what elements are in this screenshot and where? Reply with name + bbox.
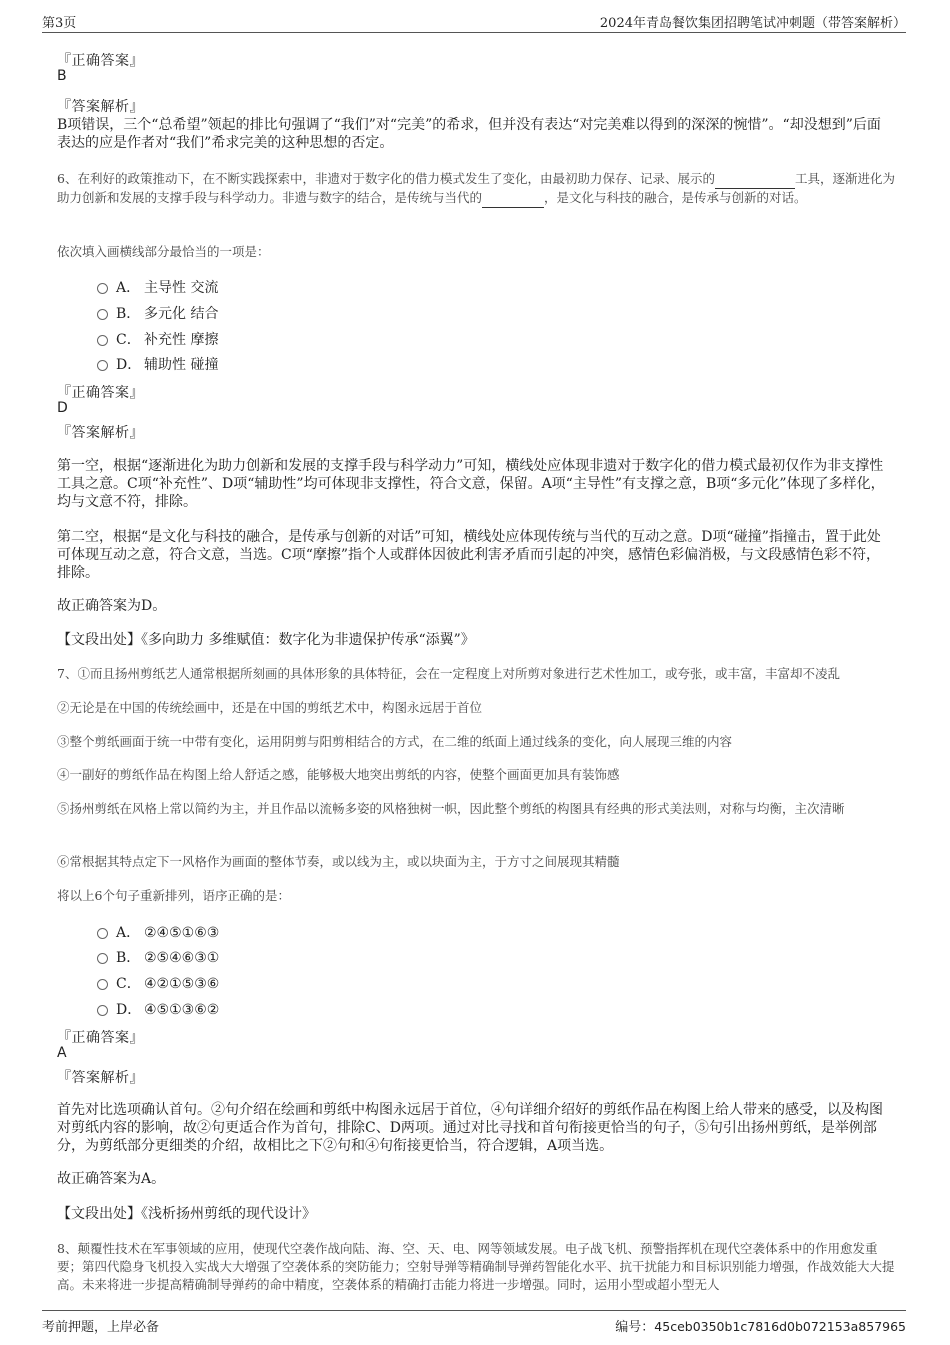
option-b[interactable]: B． 多元化 结合 [97, 303, 218, 323]
answer-label: 『正确答案』 [57, 53, 144, 69]
footer-slogan: 考前押题，上岸必备 [42, 1320, 160, 1335]
analysis-text: B项错误，三个“总希望”领起的排比句强调了“我们”对“完美”的希求，但并没有表达“对完美难以得到的深深的惋惜”。“却没想到”后面表达的应是作者对“我们”希求完美的这种思想的否定。 [57, 117, 881, 151]
sentence-5: ⑤扬州剪纸在风格上常以简约为主，并且作品以流畅多姿的风格独树一帜，因此整个剪纸的构图具有经典的形式美法则，对称与均衡，主次清晰 [57, 801, 845, 816]
analysis-paragraph: 第一空，根据“逐渐进化为助力创新和发展的支撑手段与科学动力”可知，横线处应体现非遗对于数字化的借力模式最初仅作为非支撑性工具之意。C项“补充性”、D项“辅助性”均可体现非支撑性，符合文意，保留。A项“主导性”有支撑之意，B项“多元化”体现了多样化，均与文意不符，排除。 [57, 458, 885, 510]
analysis-paragraph: 首先对比选项确认首句。②句介绍在绘画和剪纸中构图永远居于首位，④句详细介绍好的剪纸作品在构图上给人带来的感受，以及构图对剪纸内容的影响，故②句更适合作为首句，排除C、D两项。通过对比寻找和首句衔接更恰当的句子，⑤句引出扬州剪纸，是举例部分，为剪纸部分更细类的介绍，故相比之下②句和④句衔接更恰当，符合逻辑，A项当选。 [57, 1102, 883, 1154]
document-code [615, 1316, 906, 1335]
sentence-1: 7、①而且扬州剪纸艺人通常根据所刻画的具体形象的具体特征，会在一定程度上对所剪对象进行艺术性加工，或夸张，或丰富，丰富却不凌乱 [57, 666, 840, 681]
passage-source: 【文段出处】《浅析扬州剪纸的现代设计》 [57, 1206, 316, 1222]
option-d[interactable]: D． ④⑤①③⑥② [97, 999, 219, 1019]
option-c[interactable]: C． ④②①⑤③⑥ [97, 973, 219, 993]
question-prompt: 依次填入画横线部分最恰当的一项是： [57, 244, 270, 259]
answer-label: 『正确答案』 [57, 385, 144, 401]
fill-blank [482, 189, 544, 208]
radio-icon[interactable] [97, 360, 108, 371]
option-d[interactable]: D． 辅助性 碰撞 [97, 354, 218, 374]
analysis-label: 『答案解析』 [57, 425, 144, 441]
code-value: 45ceb0350b1c7816d0b072153a857965 [654, 1319, 906, 1334]
page-footer [42, 1310, 906, 1335]
radio-icon[interactable] [97, 928, 108, 939]
correct-answer: B [57, 68, 67, 84]
radio-icon[interactable] [97, 283, 108, 294]
sentence-6: ⑥常根据其特点定下一风格作为画面的整体节奏，或以线为主，或以块面为主，于方寸之间展现其精髓 [57, 854, 620, 869]
passage-source: 【文段出处】《多向助力 多维赋值：数字化为非遗保护传承“添翼”》 [57, 632, 475, 648]
code-label: 编号： [615, 1320, 655, 1335]
analysis-label: 『答案解析』 [57, 99, 144, 115]
stem-part-c: ，是文化与科技的融合，是传承与创新的对话。 [544, 190, 807, 205]
option-a[interactable]: A． 主导性 交流 [97, 277, 218, 297]
question-stem: 8、颠覆性技术在军事领域的应用，使现代空袭作战向陆、海、空、天、电、网等领域发展。电子战飞机、预警指挥机在现代空袭体系中的作用愈发重要；第四代隐身飞机投入实战大大增强了空袭体系的突防能力；空射导弹等精确制导弹药智能化水平、抗干扰能力和目标识别能力增强，作战效能大大提高。未来将进一步提高精确制导弹药的命中精度，空袭体系的精确打击能力将进一步增强。同时，运用小型或超小型无人 [57, 1241, 895, 1292]
radio-icon[interactable] [97, 309, 108, 320]
sentence-3: ③整个剪纸画面于统一中带有变化，运用阴剪与阳剪相结合的方式，在二维的纸面上通过线条的变化，向人展现三维的内容 [57, 734, 733, 749]
radio-icon[interactable] [97, 979, 108, 990]
analysis-paragraph: 第二空，根据“是文化与科技的融合，是传承与创新的对话”可知，横线处应体现传统与当代的互动之意。D项“碰撞”指撞击，置于此处可体现互动之意，符合文意，当选。C项“摩擦”指个人或群体因彼此利害矛盾而引起的冲突，感情色彩偏消极，与文段感情色彩不符，排除。 [57, 529, 881, 581]
question-stem [57, 170, 897, 208]
analysis-conclusion: 故正确答案为D。 [57, 598, 167, 614]
option-b[interactable]: B． ②⑤④⑥③① [97, 947, 219, 967]
stem-part-b: 工具，逐渐进化为助力创新和发展的支撑手段与科学动力。非遗与数字的结合，是传统与当代的 [57, 171, 895, 205]
analysis-conclusion: 故正确答案为A。 [57, 1171, 166, 1187]
stem-part-a: 6、在利好的政策推动下，在不断实践探索中，非遗对于数字化的借力模式发生了变化，由最初助力保存、记录、展示的 [57, 171, 715, 186]
analysis-label: 『答案解析』 [57, 1070, 144, 1086]
correct-answer: A [57, 1045, 67, 1061]
option-c[interactable]: C． 补充性 摩擦 [97, 329, 218, 349]
document-title: 2024年青岛餐饮集团招聘笔试冲刺题（带答案解析） [599, 16, 906, 31]
radio-icon[interactable] [97, 953, 108, 964]
answer-label: 『正确答案』 [57, 1030, 144, 1046]
page-header [42, 10, 906, 33]
radio-icon[interactable] [97, 335, 108, 346]
page-number: 第3页 [42, 16, 77, 31]
sentence-2: ②无论是在中国的传统绘画中，还是在中国的剪纸艺术中，构图永远居于首位 [57, 700, 483, 715]
fill-blank [715, 170, 795, 189]
question-prompt: 将以上6个句子重新排列，语序正确的是： [57, 888, 290, 903]
correct-answer: D [57, 400, 68, 416]
option-a[interactable]: A． ②④⑤①⑥③ [97, 922, 219, 942]
radio-icon[interactable] [97, 1005, 108, 1016]
sentence-4: ④一副好的剪纸作品在构图上给人舒适之感，能够极大地突出剪纸的内容，使整个画面更加具有装饰感 [57, 767, 620, 782]
